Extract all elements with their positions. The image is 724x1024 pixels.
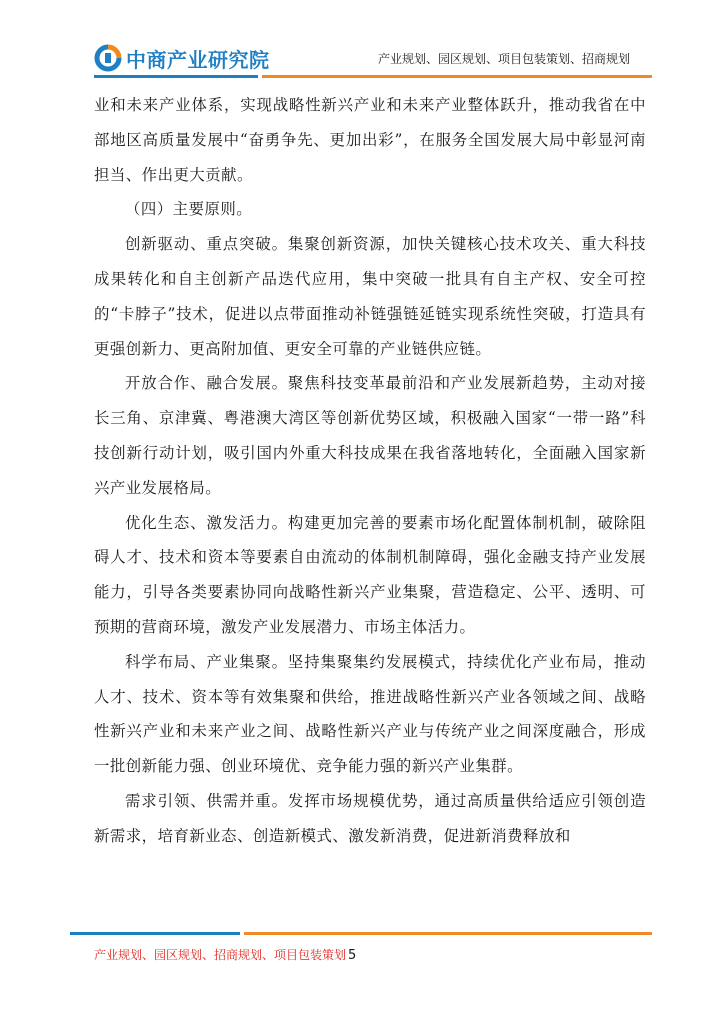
document-body	[94, 88, 646, 854]
section-heading: （四）主要原则。	[125, 200, 253, 219]
logo-text: 中商产业研究院	[126, 47, 270, 72]
paragraph-continuation: 业和未来产业体系，实现战略性新兴产业和未来产业整体跃升，推动我省在中部地区高质量发展中“奋勇争先、更加出彩”，在服务全国发展大局中彰显河南担当、作出更大贡献。	[94, 96, 646, 184]
logo-icon	[94, 44, 122, 72]
paragraph-principle-ecosystem: 优化生态、激发活力。构建更加完善的要素市场化配置体制机制，破除阻碍人才、技术和资本等要素自由流动的体制机制障碍，强化金融支持产业发展能力，引导各类要素协同向战略性新兴产业集聚，营造稳定、公平、透明、可预期的营商环境，激发产业发展潜力、市场主体活力。	[94, 513, 646, 636]
paragraph-principle-openness: 开放合作、融合发展。聚焦科技变革最前沿和产业发展新趋势，主动对接长三角、京津冀、粤港澳大湾区等创新优势区域，积极融入国家“一带一路”科技创新行动计划，吸引国内外重大科技成果在我省落地转化，全面融入国家新兴产业发展格局。	[94, 374, 646, 497]
logo	[94, 44, 270, 72]
footer-tagline: 产业规划、园区规划、招商规划、项目包装策划	[94, 948, 347, 962]
header-divider-blue	[94, 75, 258, 78]
page-number: 5	[348, 948, 357, 963]
paragraph-principle-innovation: 创新驱动、重点突破。集聚创新资源，加快关键核心技术攻关、重大科技成果转化和自主创新产品迭代应用，集中突破一批具有自主产权、安全可控的“卡脖子”技术，促进以点带面推动补链强链延链实现系统性突破，打造具有更强创新力、更高附加值、更安全可靠的产业链供应链。	[94, 235, 646, 358]
page-header	[0, 0, 724, 84]
footer-divider-blue	[70, 932, 240, 935]
page-footer	[94, 946, 356, 963]
footer-divider-orange	[244, 932, 652, 935]
paragraph-principle-layout: 科学布局、产业集聚。坚持集聚集约发展模式，持续优化产业布局，推动人才、技术、资本等有效集聚和供给，推进战略性新兴产业各领域之间、战略性新兴产业和未来产业之间、战略性新兴产业与传统产业之间深度融合，形成一批创新能力强、创业环境优、竞争能力强的新兴产业集群。	[94, 652, 646, 776]
header-divider-orange	[262, 75, 652, 78]
header-tagline: 产业规划、园区规划、项目包装策划、招商规划	[377, 52, 630, 66]
paragraph-principle-demand: 需求引领、供需并重。发挥市场规模优势，通过高质量供给适应引领创造新需求，培育新业态、创造新模式、激发新消费，促进新消费释放和	[94, 791, 646, 845]
